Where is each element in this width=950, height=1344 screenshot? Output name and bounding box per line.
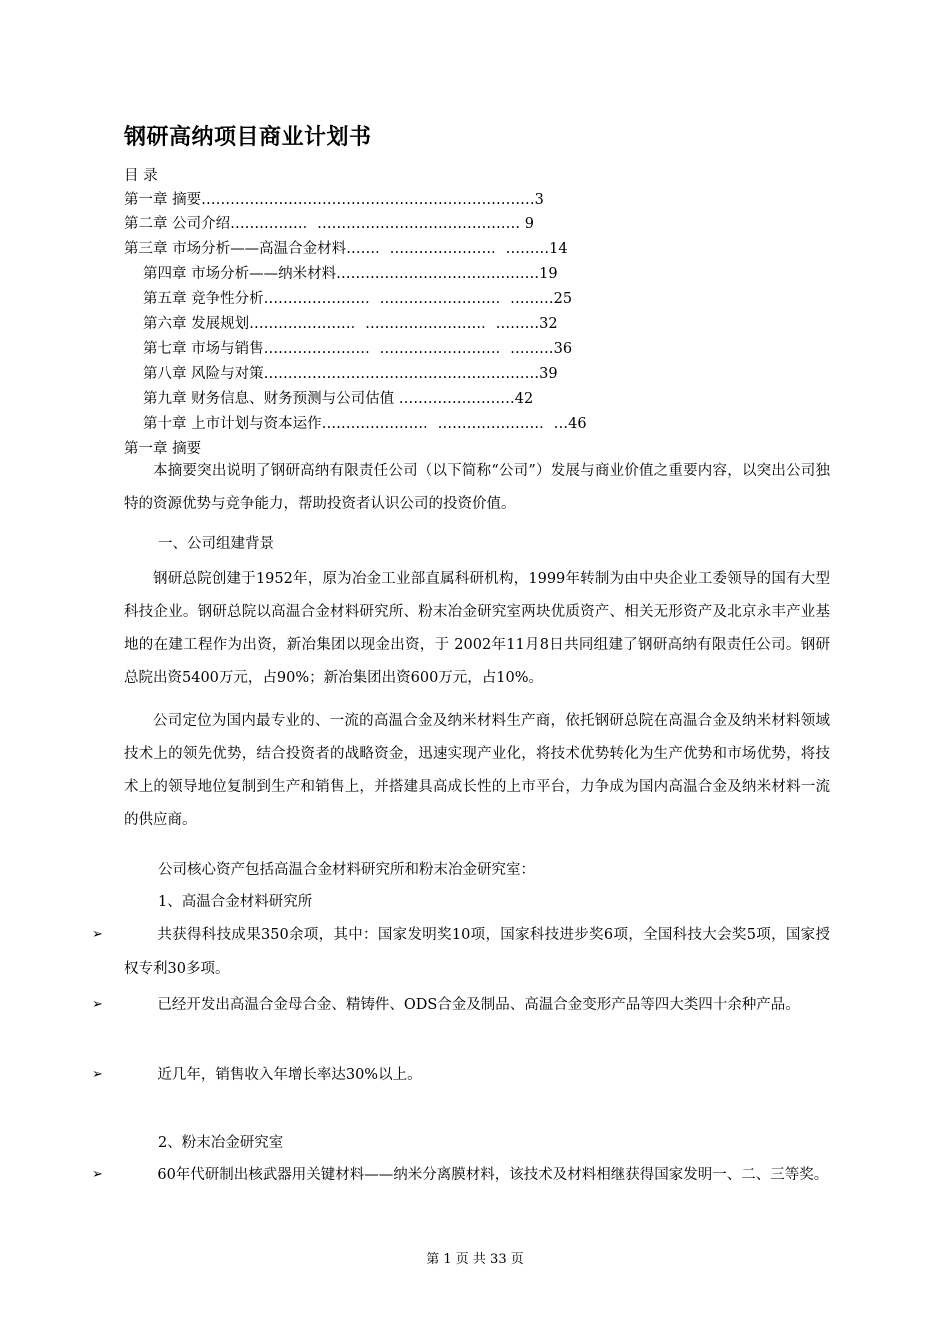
toc-heading: 目 录: [124, 168, 158, 184]
toc-item-1[interactable]: 第一章 摘要……………………………………………………………3: [124, 192, 544, 208]
arrow-bullet-icon: ➢: [92, 927, 103, 942]
intro-paragraph: 本摘要突出说明了钢研高纳有限责任公司（以下简称“公司”）发展与商业价值之重要内容，以突出公司独特的资源优势与竞争能力，帮助投资者认识公司的投资价值。: [124, 463, 830, 512]
toc-item-8[interactable]: 第八章 风险与对策…………………………………………………39: [143, 366, 558, 382]
document-title: 钢研高纳项目商业计划书: [124, 125, 372, 150]
arrow-bullet-icon: ➢: [92, 997, 103, 1012]
list-item-text: 60年代研制出核武器用关键材料——纳米分离膜材料，该技术及材料相继获得国家发明一、二、三等奖。: [157, 1167, 829, 1183]
core-assets-paragraph: 公司核心资产包括高温合金材料研究所和粉末冶金研究室：: [158, 862, 535, 878]
toc-item-5[interactable]: 第五章 竞争性分析…………………．……………………．………25: [143, 291, 573, 307]
toc-item-2[interactable]: 第二章 公司介绍……………．…………………………………… 9: [124, 216, 534, 232]
list-item-text: 已经开发出高温合金母合金、精铸件、ODS合金及制品、高温合金变形产品等四大类四十余种产品。: [157, 997, 800, 1013]
toc-item-7[interactable]: 第七章 市场与销售…………………．……………………．………36: [143, 341, 573, 357]
arrow-bullet-icon: ➢: [92, 1167, 103, 1182]
toc-item-3[interactable]: 第三章 市场分析——高温合金材料……．…………………．………14: [124, 241, 568, 257]
arrow-bullet-icon: ➢: [92, 1067, 103, 1082]
toc-item-10[interactable]: 第十章 上市计划与资本运作…………………．…………………．…46: [143, 416, 587, 432]
toc-item-6[interactable]: 第六章 发展规划…………………．……………………．………32: [143, 316, 558, 332]
page-number-footer: 第 1 页 共 33 页: [426, 1252, 524, 1267]
background-paragraph-1: 钢研总院创建于1952年，原为冶金工业部直属科研机构，1999年转制为由中央企业工委领导的国有大型科技企业。钢研总院以高温合金材料研究所、粉末冶金研究室两块优质资产、相关无形资产及北京永丰产业基地的在建工程作为出资，新冶集团以现金出资，于 2002年11月8日共同组建了钢研高纳有限责任公司。钢研总院出资5400万元，占90%；新冶集团出资600万元，占10%。: [124, 571, 830, 686]
section-title: 一、公司组建背景: [158, 536, 274, 552]
toc-item-4[interactable]: 第四章 市场分析——纳米材料……………………………………19: [143, 266, 558, 282]
background-paragraph-2: 公司定位为国内最专业的、一流的高温合金及纳米材料生产商，依托钢研总院在高温合金及纳米材料领域技术上的领先优势，结合投资者的战略资金，迅速实现产业化，将技术优势转化为生产优势和市场优势，将技术上的领导地位复制到生产和销售上，并搭建具高成长性的上市平台，力争成为国内高温合金及纳米材料一流的供应商。: [124, 713, 830, 828]
list-item-text: 近几年，销售收入年增长率达30%以上。: [157, 1067, 422, 1083]
subsection-title-2: 2、粉末冶金研究室: [158, 1135, 284, 1151]
subsection-title-1: 1、高温合金材料研究所: [158, 894, 313, 910]
chapter-heading: 第一章 摘要: [124, 441, 202, 457]
list-item-text: 共获得科技成果350余项，其中：国家发明奖10项，国家科技进步奖6项，全国科技大会奖5项，国家授权专利30多项。: [124, 927, 830, 977]
toc-item-9[interactable]: 第九章 财务信息、财务预测与公司估值 ……………………42: [143, 391, 534, 407]
